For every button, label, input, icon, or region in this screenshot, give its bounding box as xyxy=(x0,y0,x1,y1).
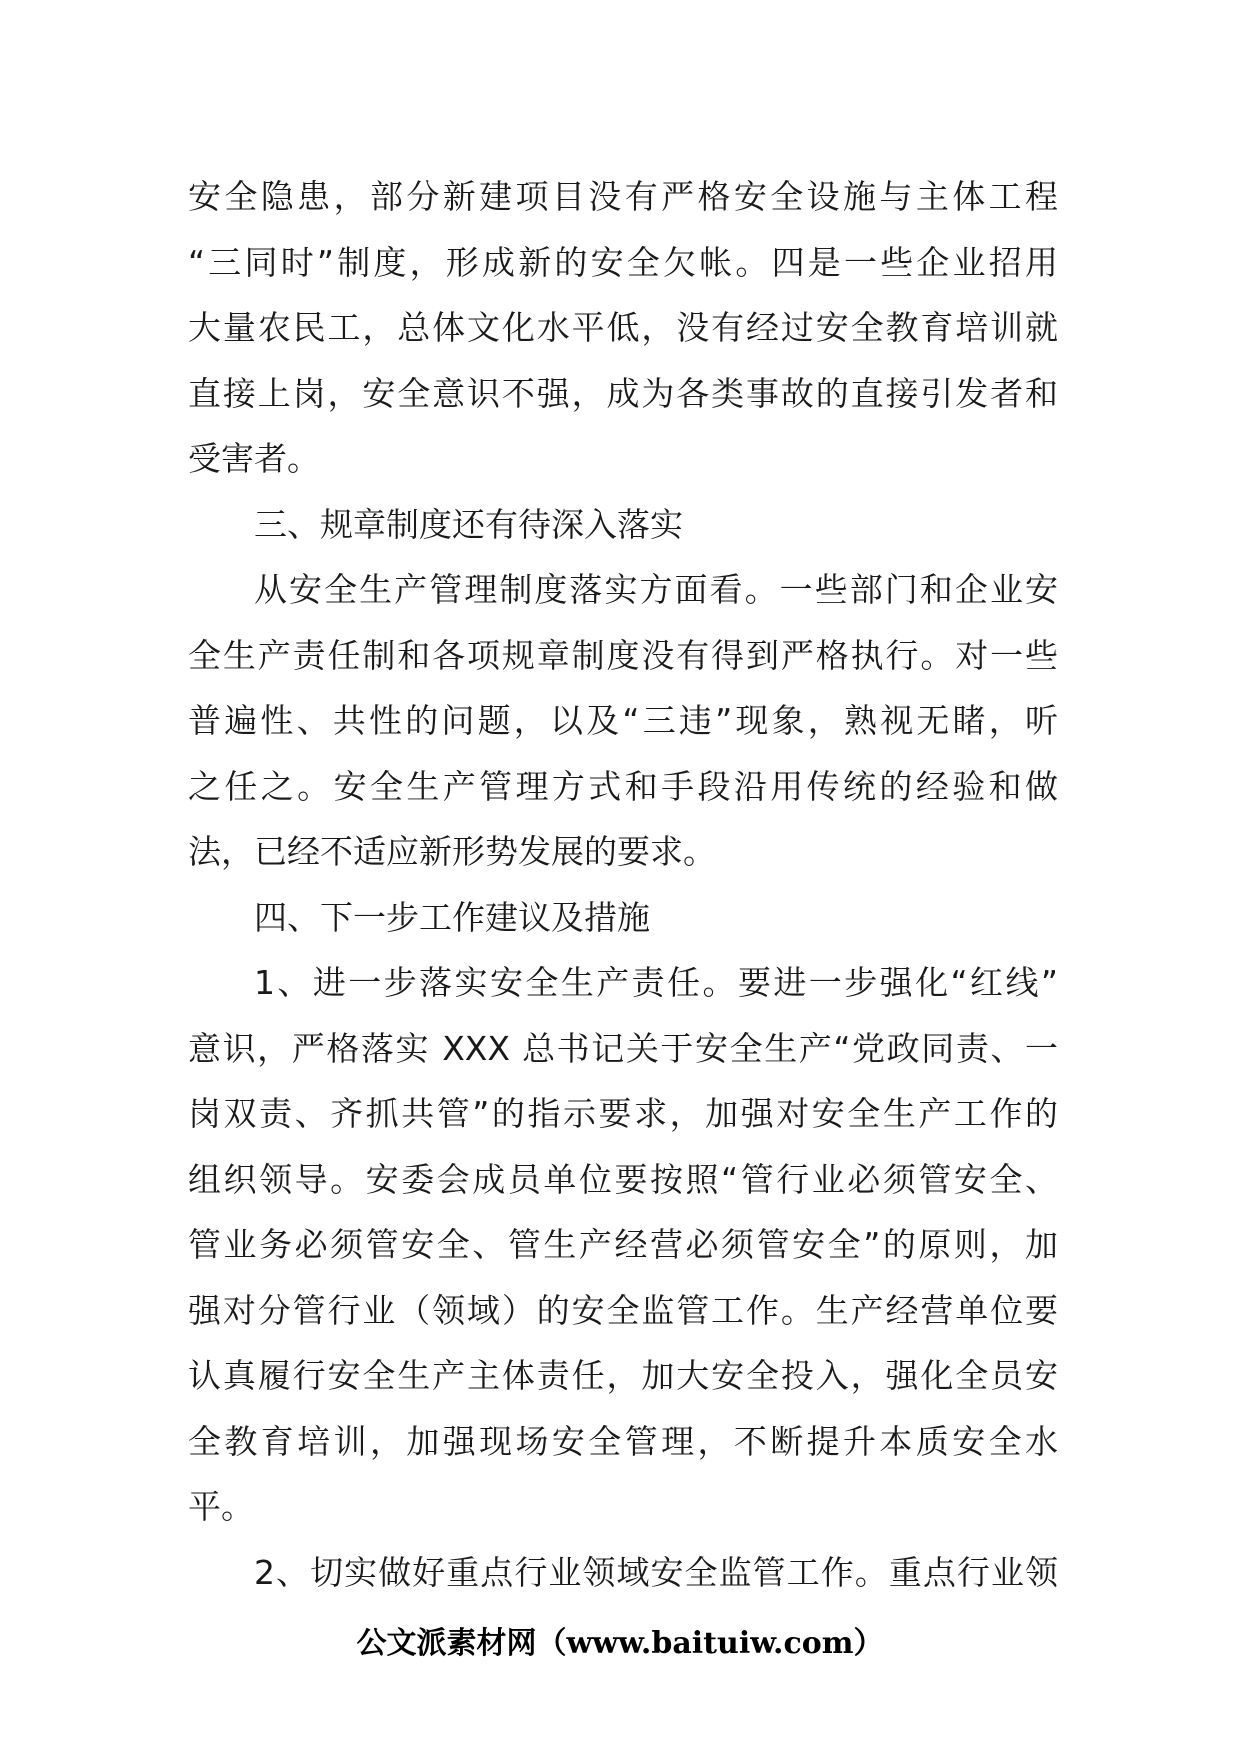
body-text-line: 大量农民工，总体文化水平低，没有经过安全教育培训就 xyxy=(188,308,1058,347)
body-text-line: 普遍性、共性的问题，以及“三违”现象，熟视无睹，听 xyxy=(188,701,1058,740)
body-text-line: 组织领导。安委会成员单位要按照“管行业必须管安全、 xyxy=(188,1159,1058,1199)
body-text-line: 之任之。安全生产管理方式和手段沿用传统的经验和做 xyxy=(188,766,1058,806)
body-text-line: 安全隐患，部分新建项目没有严格安全设施与主体工程 xyxy=(188,177,1058,216)
body-text-line: 2、切实做好重点行业领域安全监管工作。重点行业领 xyxy=(254,1552,1058,1592)
body-text-line: “三同时”制度，形成新的安全欠帐。四是一些企业招用 xyxy=(188,242,1058,282)
body-text-line: 四、下一步工作建议及措施 xyxy=(254,897,650,937)
body-text-line: 意识，严格落实 XXX 总书记关于安全生产“党政同责、一 xyxy=(188,1028,1058,1068)
body-text-line: 全教育培训，加强现场安全管理，不断提升本质安全水 xyxy=(188,1421,1058,1461)
body-text-line: 岗双责、齐抓共管”的指示要求，加强对安全生产工作的 xyxy=(188,1094,1058,1133)
body-text-line: 平。 xyxy=(188,1487,254,1526)
body-text-line: 直接上岗，安全意识不强，成为各类事故的直接引发者和 xyxy=(188,373,1058,413)
body-text-line: 全生产责任制和各项规章制度没有得到严格执行。对一些 xyxy=(188,635,1058,675)
document-body xyxy=(188,164,1058,1605)
body-text-line: 强对分管行业（领域）的安全监管工作。生产经营单位要 xyxy=(188,1290,1058,1330)
body-text-line: 法，已经不适应新形势发展的要求。 xyxy=(188,832,716,871)
body-text-line: 三、规章制度还有待深入落实 xyxy=(254,504,683,544)
watermark-footer: 公文派素材网（www.baituiw.com） xyxy=(356,1626,884,1661)
body-text-line: 认真履行安全生产主体责任，加大安全投入，强化全员安 xyxy=(188,1356,1058,1395)
body-text-line: 受害者。 xyxy=(188,439,320,478)
body-text-line: 从安全生产管理制度落实方面看。一些部门和企业安 xyxy=(254,570,1058,609)
body-text-line: 管业务必须管安全、管生产经营必须管安全”的原则，加 xyxy=(188,1225,1058,1264)
body-text-line: 1、进一步落实安全生产责任。要进一步强化“红线” xyxy=(254,963,1058,1002)
